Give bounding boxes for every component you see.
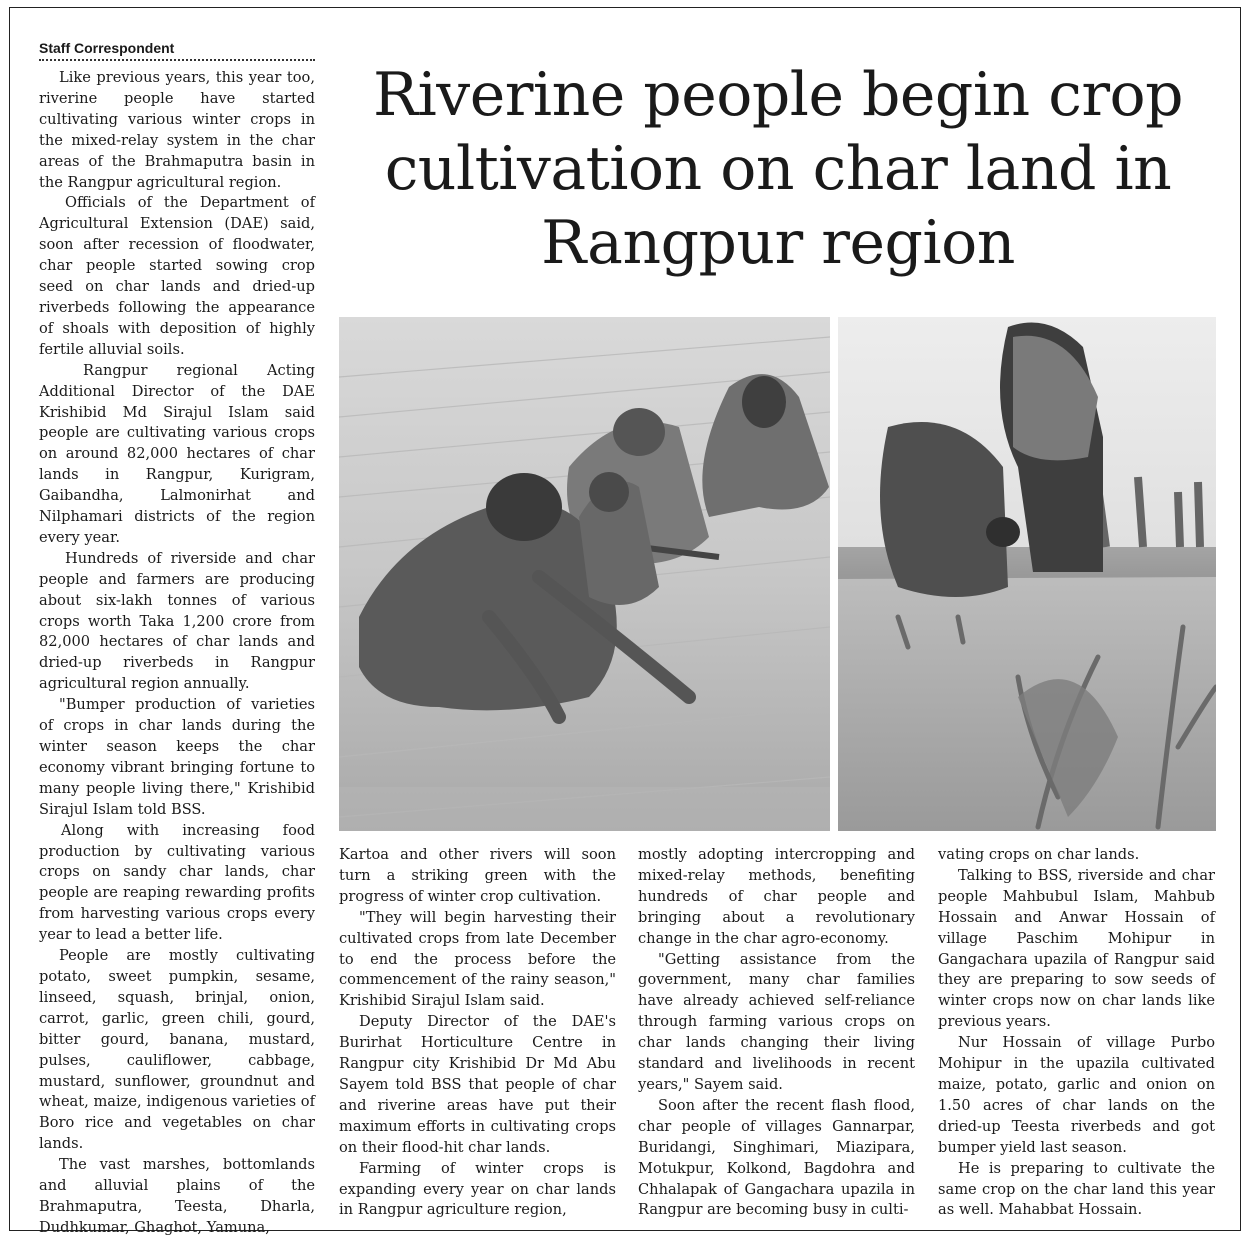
paragraph: Soon after the recent flash flood, char people of villages Gannarpar, Buridangi, Singhimari, Miazipara, Motukpur, Kolkond, Bagdohra and Chhalapak of Gangachara upazila in Rangpur are becoming busy in culti- xyxy=(638,1096,915,1219)
article-column-3 xyxy=(638,845,915,1221)
paragraph: Hundreds of riverside and char people and farmers are producing about six-lakh tonnes of various crops worth Taka 1,200 crore from 82,000 hectares of char lands and dried-up riverbeds in Rangpur agricultural region annually. xyxy=(39,549,315,693)
article-column-4 xyxy=(938,845,1215,1221)
paragraph: Rangpur regional Acting Additional Director of the DAE Krishibid Md Sirajul Islam said people are cultivating various crops on around 82,000 hectares of char lands in Rangpur, Kurigram, Gaibandha, Lalmonirhat and Nilphamari districts of the region every year. xyxy=(39,361,315,546)
article-column-2 xyxy=(339,845,616,1221)
paragraph: Officials of the Department of Agricultural Extension (DAE) said, soon after recession of floodwater, char people started sowing crop seed on char lands and dried-up riverbeds following the appearance of shoals with deposition of highly fertile alluvial soils. xyxy=(39,194,315,358)
paragraph: "Bumper production of varieties of crops in char lands during the winter season keeps the char economy vibrant bringing fortune to many people living there," Krishibid Sirajul Islam told BSS. xyxy=(39,696,315,818)
byline: Staff Correspondent xyxy=(39,40,315,61)
article-column-1 xyxy=(39,68,315,1239)
paragraph: People are mostly cultivating potato, sweet pumpkin, sesame, linseed, squash, brinjal, onion, carrot, garlic, green chili, gourd, bitter gourd, banana, mustard, pulses, cauliflower, cabbage, mustard, sunflower, groundnut and wheat, maize, indigenous varieties of Boro rice and vegetables on char lands. xyxy=(39,947,315,1153)
photo-woman-watering xyxy=(838,317,1216,831)
paragraph: Nur Hossain of village Purbo Mohipur in the upazila cultivated maize, potato, garlic and onion on 1.50 acres of char lands on the dried-up Teesta riverbeds and got bumper yield last season. xyxy=(938,1034,1215,1156)
paragraph: "They will begin harvesting their cultivated crops from late December to end the process before the commencement of the rainy season," Krishibid Sirajul Islam said. xyxy=(339,908,616,1010)
paragraph: The vast marshes, bottomlands and alluvial plains of the Brahmaputra, Teesta, Dharla, Dudhkumar, Ghaghot, Yamuna, xyxy=(39,1156,315,1236)
headline: Riverine people begin crop cultivation on char land in Rangpur region xyxy=(372,60,1184,278)
paragraph: vating crops on char lands. xyxy=(938,846,1140,863)
paragraph: Kartoa and other rivers will soon turn a striking green with the progress of winter crop cultivation. xyxy=(339,846,616,905)
paragraph: He is preparing to cultivate the same crop on the char land this year as well. Mahabbat Hossain. xyxy=(938,1159,1215,1219)
paragraph: "Getting assistance from the government, many char families have already achieved self-reliance through farming various crops on char lands changing their living standard and livelihoods in recent years," Sayem said. xyxy=(638,950,915,1093)
paragraph: Deputy Director of the DAE's Burirhat Horticulture Centre in Rangpur city Krishibid Dr Md Abu Sayem told BSS that people of char and riverine areas have put their maximum efforts in cultivating crops on their flood-hit char lands. xyxy=(339,1013,616,1156)
photo-women-sowing xyxy=(339,317,830,831)
paragraph: Along with increasing food production by cultivating various crops on sandy char lands, char people are reaping rewarding profits from harvesting various crops every year to lead a better life. xyxy=(39,821,315,944)
paragraph: mostly adopting intercropping and mixed-relay methods, benefiting hundreds of char people and bringing about a revolutionary change in the char agro-economy. xyxy=(638,846,915,947)
paragraph: Talking to BSS, riverside and char people Mahbubul Islam, Mahbub Hossain and Anwar Hossain of village Paschim Mohipur in Gangachara upazila of Rangpur said they are preparing to sow seeds of winter crops now on char lands like previous years. xyxy=(938,866,1215,1031)
paragraph: Farming of winter crops is expanding every year on char lands in Rangpur agriculture region, xyxy=(339,1159,616,1219)
paragraph: Like previous years, this year too, riverine people have started cultivating various winter crops in the mixed-relay system in the char areas of the Brahmaputra basin in the Rangpur agricultural region. xyxy=(39,69,315,191)
